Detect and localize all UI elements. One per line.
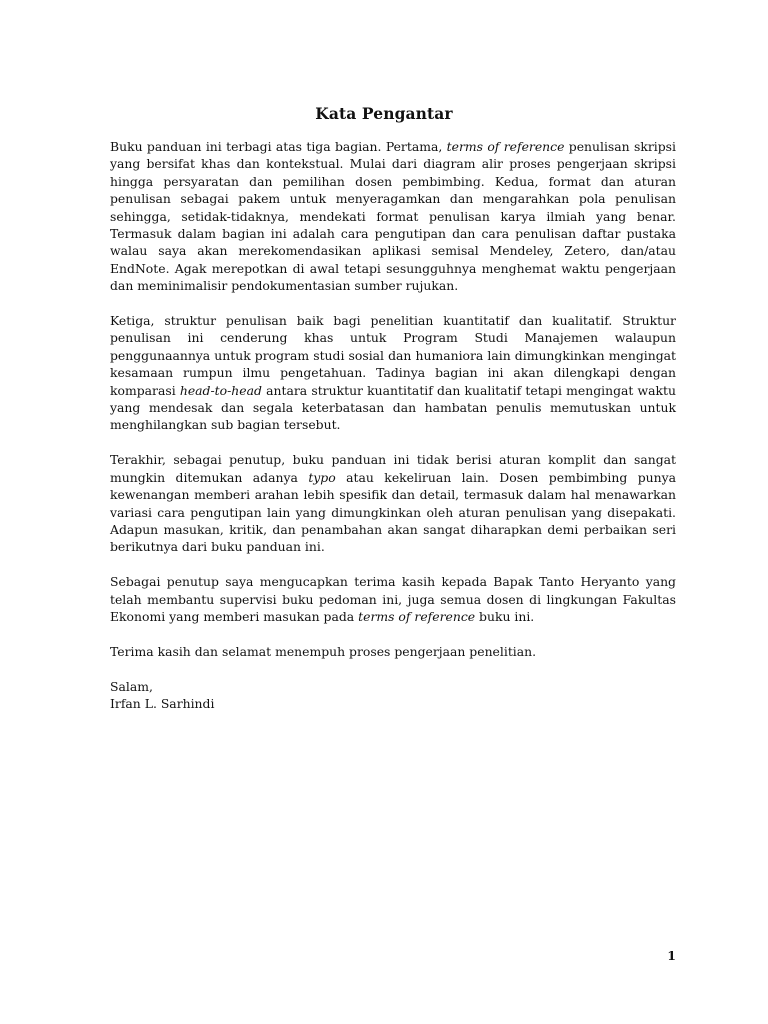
salutation: Salam, (110, 678, 153, 694)
paragraph-2-italic-term: head-to-head (179, 382, 262, 398)
paragraph-3 (110, 451, 676, 555)
paragraph-4-italic-term: terms of reference (358, 608, 476, 624)
paragraph-5-text: Terima kasih dan selamat menempuh proses pengerjaan penelitian. (110, 643, 537, 659)
body-text (110, 138, 676, 712)
paragraph-3-italic-term: typo (308, 469, 336, 485)
paragraph-1-text: Buku panduan ini terbagi atas tiga bagian. Pertama, (110, 139, 447, 154)
author-name: Irfan L. Sarhindi (110, 695, 215, 711)
paragraph-3-text-cont: atau kekeliruan lain. Dosen pembimbing punya kewenangan memberi arahan lebih spesifik dan detail, termasuk dalam hal menawarkan variasi cara pengutipan lain yang dimungkinkan oleh aturan penulisan yang disepakati. Adapun masukan, kritik, dan penambahan akan sangat diharapkan demi perbaikan seri berikutnya dari buku panduan ini. (110, 469, 676, 555)
page-title: Kata Pengantar (315, 104, 453, 123)
paragraph-3-text: Terakhir, sebagai penutup, buku panduan ini tidak berisi aturan komplit dan sangat mungkin ditemukan adanya (110, 452, 676, 485)
paragraph-1-italic-term: terms of reference (446, 139, 565, 154)
paragraph-4-text-cont: buku ini. (475, 608, 535, 624)
paragraph-2 (110, 312, 676, 434)
paragraph-1 (110, 138, 676, 295)
paragraph-2-text: Ketiga, struktur penulisan baik bagi penelitian kuantitatif dan kualitatif. Struktur penulisan ini cenderung khas untuk Program Studi Manajemen walaupun penggunaannya untuk program studi sosial dan humaniora lain dimungkinkan mengingat kesamaan rumpun ilmu pengetahuan. Tadinya bagian ini akan dilengkapi dengan komparasi (110, 313, 676, 398)
paragraph-5 (110, 643, 676, 660)
paragraph-2-text-cont: antara struktur kuantitatif dan kualitatif tetapi mengingat waktu yang mendesak dan segala keterbatasan dan hambatan penulis memutuskan untuk menghilangkan sub bagian tersebut. (110, 382, 677, 433)
page-number: 1 (667, 948, 676, 963)
paragraph-1-text-cont: penulisan skripsi yang bersifat khas dan kontekstual. Mulai dari diagram alir proses pengerjaan skripsi hingga persyaratan dan pemilihan dosen pembimbing. Kedua, format dan aturan penulisan sebagai pakem untuk menyeragamkan dan mengarahkan pola penulisan sehingga, setidak-tidaknya, mendekati format penulisan karya ilmiah yang benar. Termasuk dalam bagian ini adalah cara pengutipan dan cara penulisan daftar pustaka walau saya akan merekomendasikan aplikasi semisal Mendeley, Zetero, dan/atau EndNote. Agak merepotkan di awal tetapi sesungguhnya menghemat waktu pengerjaan dan meminimalisir pendokumentasian sumber rujukan. (110, 139, 676, 294)
paragraph-4 (110, 573, 676, 625)
paragraph-4-text: Sebagai penutup saya mengucapkan terima kasih kepada Bapak Tanto Heryanto yang telah membantu supervisi buku pedoman ini, juga semua dosen di lingkungan Fakultas Ekonomi yang memberi masukan pada (110, 574, 676, 624)
signoff (110, 678, 676, 713)
